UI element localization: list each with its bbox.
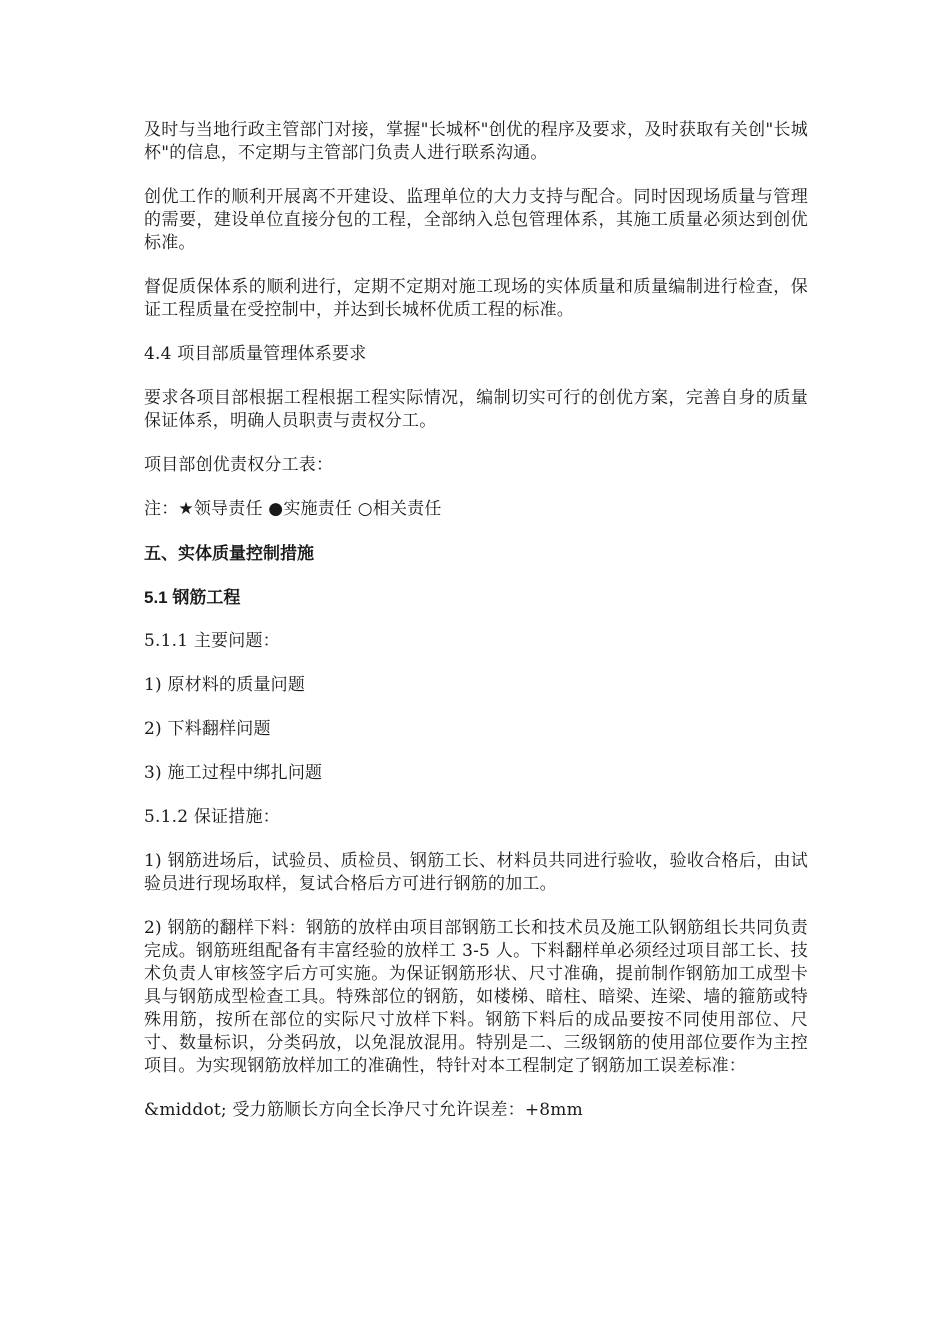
paragraph-supervision: 督促质保体系的顺利进行，定期不定期对施工现场的实体质量和质量编制进行检查，保证工程质量在受控制中，并达到长城杯优质工程的标准。 [144,277,808,320]
chapter-5-heading: 五、实体质量控制措施 [144,544,314,563]
section-4-4-title: 4.4 项目部质量管理体系要求 [144,344,367,364]
legend-prefix: 注： [144,499,179,519]
table-caption: 项目部创优责权分工表： [144,455,334,475]
measure-item-2: 2) 钢筋的翻样下料：钢筋的放样由项目部钢筋工长和技术员及施工队钢筋组长共同负责完成。钢筋班组配备有丰富经验的放样工 3-5 人。下料翻样单必须经过项目部工长、技术负责人审核签字后方可实施。为保证钢筋形状、尺寸准确，提前制作钢筋加工成型卡具与钢筋成型检查工具。特殊部位的钢筋，如楼梯、暗柱、暗梁、连梁、墙的箍筋或特殊用筋，按所在部位的实际尺寸放样下料。钢筋下料后的成品要按不同使用部位、尺寸、数量标识，分类码放，以免混放混用。特别是二、三级钢筋的使用部位要作为主控项目。为实现钢筋放样加工的准确性，特针对本工程制定了钢筋加工误差标准： [144,918,808,1076]
paragraph-project-requirements: 要求各项目部根据工程根据工程实际情况，编制切实可行的创优方案，完善自身的质量保证体系，明确人员职责与责权分工。 [144,388,808,431]
document-page [144,119,808,1143]
measure-item-1: 1) 钢筋进场后，试验员、质检员、钢筋工长、材料员共同进行验收，验收合格后，由试验员进行现场取样，复试合格后方可进行钢筋的加工。 [144,851,808,894]
issue-item-3: 3) 施工过程中绑扎问题 [144,763,323,783]
responsibility-legend [144,498,808,521]
legend-related: 相关责任 [372,499,442,519]
hollow-circle-icon: ○ [357,499,373,519]
filled-circle-icon: ● [268,499,284,519]
subsection-5-1-2: 5.1.2 保证措施： [144,807,280,827]
issue-item-2: 2) 下料翻样问题 [144,719,271,739]
subsection-5-1-1: 5.1.1 主要问题： [144,631,280,651]
paragraph-liaison: 及时与当地行政主管部门对接，掌握"长城杯"创优的程序及要求，及时获取有关创"长城杯"的信息，不定期与主管部门负责人进行联系沟通。 [144,120,808,163]
section-5-1-heading: 5.1 钢筋工程 [144,588,241,607]
issue-item-1: 1) 原材料的质量问题 [144,675,306,695]
star-icon: ★ [178,499,194,519]
tolerance-item-1: &middot; 受力筋顺长方向全长净尺寸允许误差：+8mm [144,1100,583,1120]
paragraph-cooperation: 创优工作的顺利开展离不开建设、监理单位的大力支持与配合。同时因现场质量与管理的需要，建设单位直接分包的工程，全部纳入总包管理体系，其施工质量必须达到创优标准。 [144,187,808,253]
legend-lead: 领导责任 [193,499,269,519]
legend-impl: 实施责任 [283,499,358,519]
